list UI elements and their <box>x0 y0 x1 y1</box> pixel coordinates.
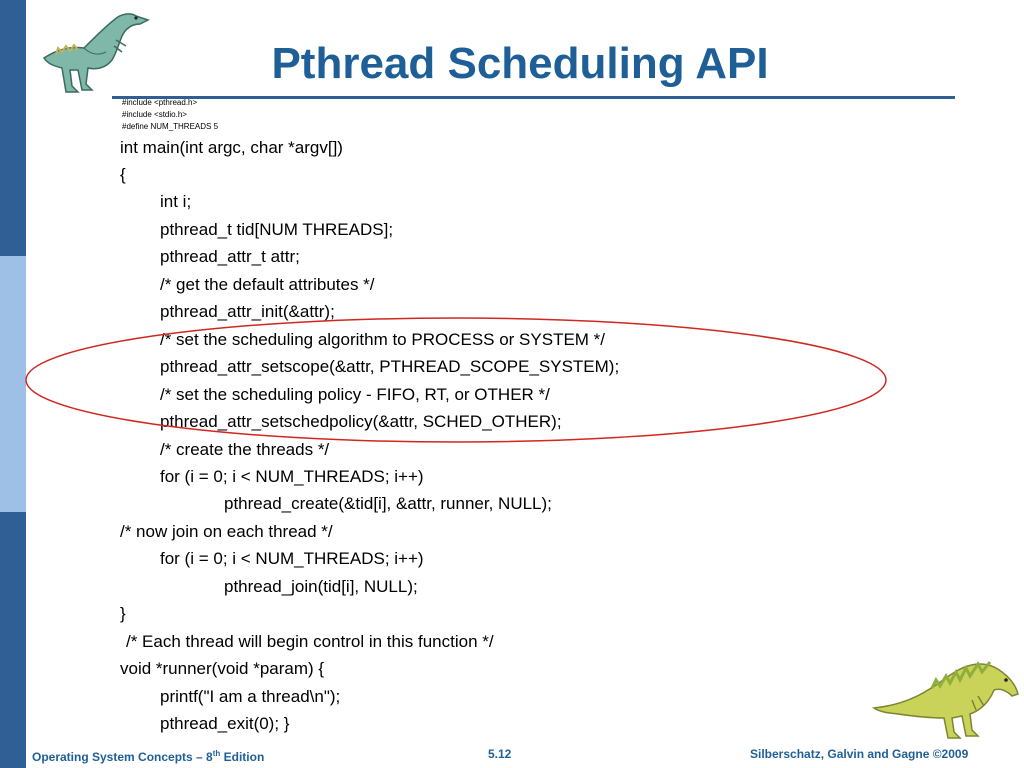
footer-edition-superscript: th <box>212 749 221 758</box>
include-line: #include <pthread.h> <box>122 98 198 107</box>
footer-edition-text: Edition <box>220 750 265 764</box>
code-line: /* create the threads */ <box>160 440 330 459</box>
code-line: void *runner(void *param) { <box>120 659 325 678</box>
code-line: /* set the scheduling policy - FIFO, RT, or OTHER */ <box>160 385 550 404</box>
include-line: #include <stdio.h> <box>122 110 187 119</box>
code-line: int i; <box>160 192 192 211</box>
code-line: /* now join on each thread */ <box>120 522 333 541</box>
code-line: pthread_create(&tid[i], &attr, runner, NULL); <box>224 494 552 513</box>
footer-authors: Silberschatz, Galvin and Gagne ©2009 <box>750 747 969 761</box>
code-line: pthread_t tid[NUM THREADS]; <box>160 220 394 239</box>
dinosaur-icon <box>36 6 156 96</box>
code-line: for (i = 0; i < NUM_THREADS; i++) <box>160 467 424 486</box>
define-line: #define NUM_THREADS 5 <box>122 122 219 131</box>
side-bar-top <box>0 0 26 256</box>
code-line: int main(int argc, char *argv[]) <box>120 138 343 157</box>
code-line: pthread_attr_t attr; <box>160 247 300 266</box>
side-bar-middle <box>0 256 26 512</box>
code-line: for (i = 0; i < NUM_THREADS; i++) <box>160 549 424 568</box>
code-line: pthread_attr_setschedpolicy(&attr, SCHED_OTHER); <box>160 412 562 431</box>
footer-book-title-text: Operating System Concepts – 8 <box>32 750 213 764</box>
code-line: pthread_join(tid[i], NULL); <box>224 577 418 596</box>
code-line: /* set the scheduling algorithm to PROCESS or SYSTEM */ <box>160 330 606 349</box>
code-line: } <box>120 604 126 623</box>
footer-page-number: 5.12 <box>488 747 512 761</box>
code-line: pthread_exit(0); } <box>160 714 290 733</box>
footer-book-title <box>32 746 264 765</box>
slide-title: Pthread Scheduling API <box>271 39 769 88</box>
code-line: { <box>120 165 126 184</box>
dinosaur-icon <box>868 656 1020 740</box>
code-line: printf("I am a thread\n"); <box>160 687 341 706</box>
side-bar-bottom <box>0 512 26 768</box>
side-bar <box>0 0 26 768</box>
code-line: /* get the default attributes */ <box>160 275 375 294</box>
code-line: /* Each thread will begin control in this function */ <box>126 632 494 651</box>
code-line: pthread_attr_init(&attr); <box>160 302 335 321</box>
title-divider <box>112 96 955 99</box>
code-line: pthread_attr_setscope(&attr, PTHREAD_SCOPE_SYSTEM); <box>160 357 620 376</box>
